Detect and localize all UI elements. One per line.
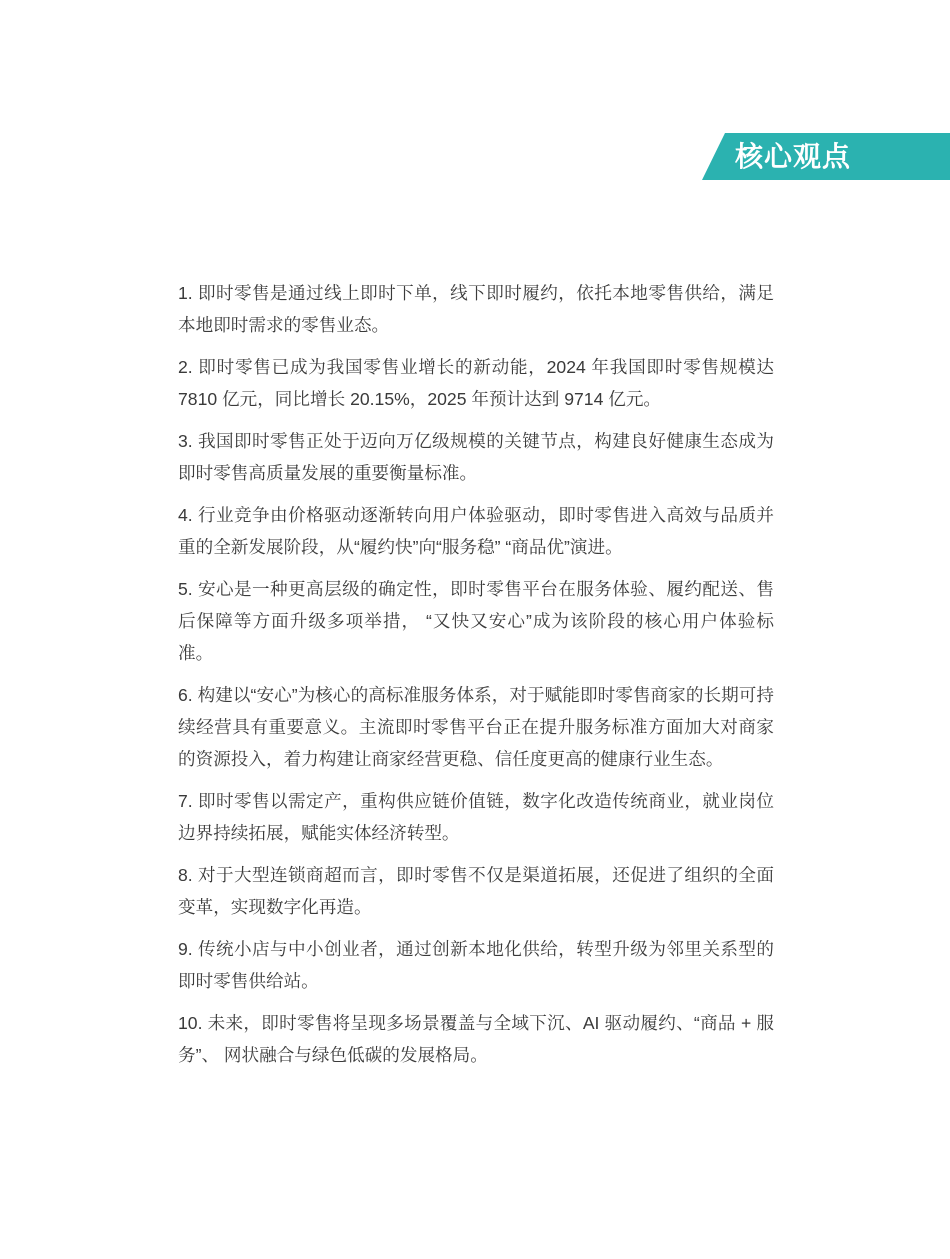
key-point: 1. 即时零售是通过线上即时下单，线下即时履约，依托本地零售供给，满足本地即时需求的零售业态。 bbox=[178, 283, 774, 335]
key-point: 5. 安心是一种更高层级的确定性，即时零售平台在服务体验、履约配送、售后保障等方面升级多项举措， “又快又安心”成为该阶段的核心用户体验标准。 bbox=[178, 579, 774, 663]
key-point: 10. 未来，即时零售将呈现多场景覆盖与全域下沉、AI 驱动履约、“商品 + 服务”、 网状融合与绿色低碳的发展格局。 bbox=[178, 1013, 774, 1065]
key-point: 8. 对于大型连锁商超而言，即时零售不仅是渠道拓展，还促进了组织的全面变革，实现数字化再造。 bbox=[178, 865, 774, 917]
key-point: 4. 行业竞争由价格驱动逐渐转向用户体验驱动，即时零售进入高效与品质并重的全新发展阶段，从“履约快”向“服务稳” “商品优”演进。 bbox=[178, 505, 774, 557]
key-point: 9. 传统小店与中小创业者，通过创新本地化供给，转型升级为邻里关系型的即时零售供给站。 bbox=[178, 939, 774, 991]
key-points-list bbox=[178, 277, 774, 1081]
page-title: 核心观点 bbox=[735, 141, 852, 172]
key-point: 6. 构建以“安心”为核心的高标准服务体系，对于赋能即时零售商家的长期可持续经营具有重要意义。主流即时零售平台正在提升服务标准方面加大对商家的资源投入，着力构建让商家经营更稳、信任度更高的健康行业生态。 bbox=[178, 685, 774, 769]
key-point: 2. 即时零售已成为我国零售业增长的新动能，2024 年我国即时零售规模达 7810 亿元，同比增长 20.15%，2025 年预计达到 9714 亿元。 bbox=[178, 357, 774, 409]
key-point: 3. 我国即时零售正处于迈向万亿级规模的关键节点，构建良好健康生态成为即时零售高质量发展的重要衡量标准。 bbox=[178, 431, 774, 483]
key-point: 7. 即时零售以需定产，重构供应链价值链，数字化改造传统商业，就业岗位边界持续拓展，赋能实体经济转型。 bbox=[178, 791, 774, 843]
